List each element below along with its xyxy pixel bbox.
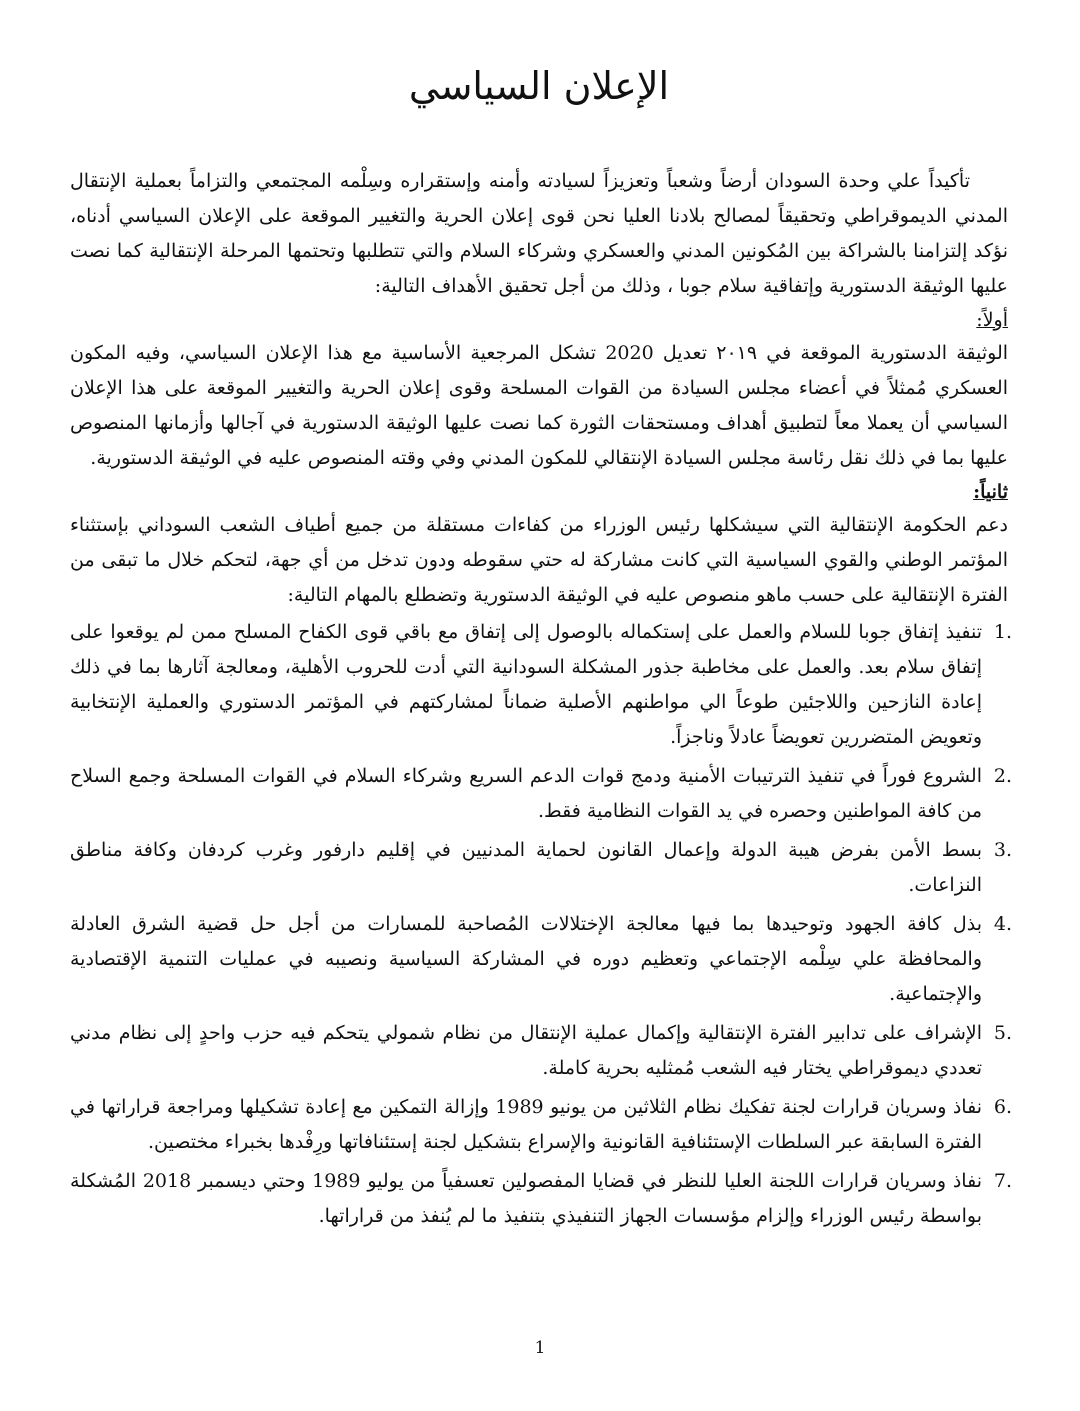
list-item: [70, 1164, 1012, 1234]
section-2-body: دعم الحكومة الإنتقالية التي سيشكلها رئيس الوزراء من كفاءات مستقلة من جميع أطياف الشعب السوداني بإستثناء المؤتمر الوطني والقوي السياسية التي كانت مشاركة له حتي سقوطه ودون تدخل من أي جهة، لتحكم خلال ما تبقى من الفترة الإنتقالية على حسب ماهو منصوص عليه في الوثيقة الدستورية وتضطلع بالمهام التالية:: [70, 514, 1008, 606]
list-item-text: الشروع فوراً في تنفيذ الترتيبات الأمنية ودمج قوات الدعم السريع وشركاء السلام في القوات المسلحة وجمع السلاح من كافة المواطنين وحصره في يد القوات النظامية فقط.: [70, 765, 982, 822]
list-item: [70, 1090, 1012, 1160]
list-item-number: 3.: [993, 839, 1012, 861]
page-number: 1: [534, 1338, 546, 1358]
list-item-number: 2.: [993, 765, 1012, 787]
list-item: [70, 759, 1012, 829]
list-item-number: 7.: [993, 1170, 1012, 1192]
list-item-text: تنفيذ إتفاق جوبا للسلام والعمل على إستكماله بالوصول إلى إتفاق مع باقي قوى الكفاح المسلح ممن لم يوقعوا على إتفاق سلام بعد. والعمل على مخاطبة جذور المشكلة السودانية التي أدت للحروب الأهلية، ومعالجة آثارها بما في ذلك إعادة النازحين واللاجئين طوعاً الي مواطنهم الأصلية ضماناً لمشاركتهم في المؤتمر الدستوري والعملية الإنتخابية وتعويض المتضررين تعويضاً عادلاً وناجزاً.: [70, 621, 982, 748]
list-item: [70, 615, 1012, 755]
list-item: [70, 1016, 1012, 1086]
section-1-heading: أولاً:: [976, 309, 1008, 331]
list-item-number: 4.: [993, 913, 1012, 935]
list-item-text: الإشراف على تدابير الفترة الإنتقالية وإكمال عملية الإنتقال من نظام شمولي يتحكم فيه حزب واحدٍ إلى نظام مدني تعددي ديموقراطي يختار فيه الشعب مُمثليه بحرية كاملة.: [70, 1022, 982, 1079]
section-1-body: الوثيقة الدستورية الموقعة في ٢٠١٩ تعديل 2020 تشكل المرجعية الأساسية مع هذا الإعلان السياسي، وفيه المكون العسكري مُمثلاً في أعضاء مجلس السيادة من القوات المسلحة وقوى إعلان الحرية والتغيير الموقعة على هذا الإعلان السياسي أن يعملا معاً لتطبيق أهداف ومستحقات الثورة كما نصت عليها الوثيقة الدستورية في آجالها وأزمانها المنصوص عليها بما في ذلك نقل رئاسة مجلس السيادة الإنتقالي للمكون المدني وفي وقته المنصوص عليه في الوثيقة الدستورية.: [70, 342, 1009, 469]
intro-paragraph: تأكيداً علي وحدة السودان أرضاً وشعباً وتعزيزاً لسيادته وأمنه وإستقراره وسِلْمه المجتمعي والتزاماً بعملية الإنتقال المدني الديموقراطي وتحقيقاً لمصالح بلادنا العليا نحن قوى إعلان الحرية والتغيير الموقعة على الإعلان السياسي أدناه، نؤكد إلتزامنا بالشراكة بين المُكونين المدني والعسكري وشركاء السلام والتي تتطلبها وتحتمها المرحلة الإنتقالية كما نصت عليها الوثيقة الدستورية وإتفاقية سلام جوبا ، وذلك من أجل تحقيق الأهداف التالية:: [70, 170, 1008, 297]
list-item: [70, 833, 1012, 903]
list-item-text: نفاذ وسريان قرارات اللجنة العليا للنظر في قضايا المفصولين تعسفياً من يوليو 1989 وحتي ديسمبر 2018 المُشكلة بواسطة رئيس الوزراء وإلزام مؤسسات الجهاز التنفيذي بتنفيذ ما لم يُنفذ من قراراتها.: [70, 1170, 982, 1227]
list-item-number: 5.: [993, 1022, 1012, 1044]
document-title: الإعلان السياسي: [408, 64, 670, 108]
list-item-text: بذل كافة الجهود وتوحيدها بما فيها معالجة الإختلالات المُصاحبة للمسارات من أجل حل قضية الشرق العادلة والمحافظة علي سِلْمه الإجتماعي وتعظيم دوره في المشاركة السياسية ونصيبه في عمليات التنمية الإقتصادية والإجتماعية.: [70, 913, 982, 1005]
list-item-text: بسط الأمن بفرض هيبة الدولة وإعمال القانون لحماية المدنيين في إقليم دارفور وغرب كردفان وكافة مناطق النزاعات.: [70, 839, 982, 896]
list-item-number: 1.: [993, 621, 1012, 643]
section-2-heading: ثانياً:: [973, 481, 1008, 503]
list-item-number: 6.: [993, 1096, 1012, 1118]
list-item-text: نفاذ وسريان قرارات لجنة تفكيك نظام الثلاثين من يونيو 1989 وإزالة التمكين مع إعادة تشكيلها ومراجعة قراراتها في الفترة السابقة عبر السلطات الإستئنافية القانونية والإسراع بتشكيل لجنة إستئنافاتها ورِفْدها بخبراء مختصين.: [70, 1096, 982, 1153]
list-item: [70, 907, 1012, 1012]
tasks-list: [70, 615, 1012, 1234]
